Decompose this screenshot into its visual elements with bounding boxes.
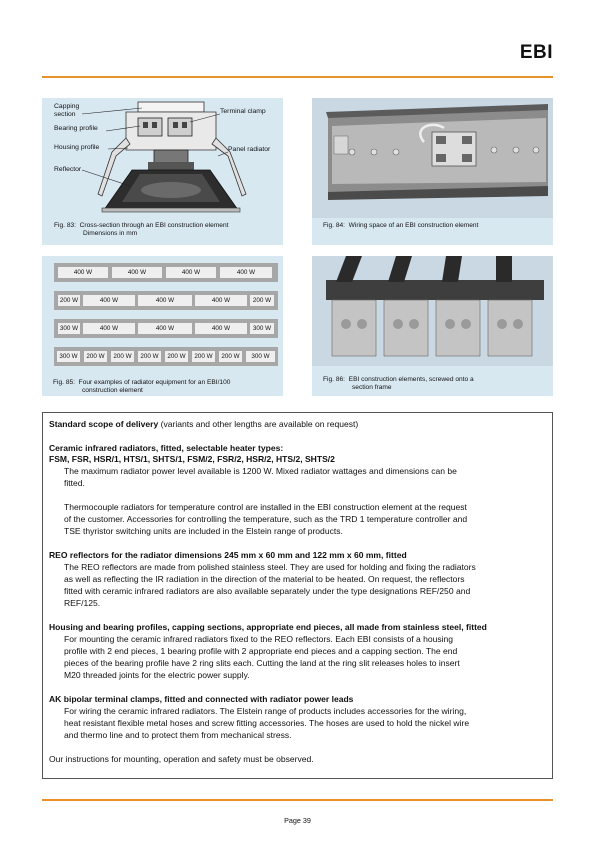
- radiator-cell: 400 W: [195, 295, 247, 306]
- housing-line: For mounting the ceramic infrared radiators fixed to the REO reflectors. Each EBI consists of a housing: [64, 634, 454, 644]
- radiator-cell: 200 W: [250, 295, 274, 306]
- radiator-strip: [54, 319, 278, 338]
- scope-heading: Standard scope of delivery (variants and other lengths are available on request): [49, 419, 359, 429]
- label-housing-profile: Housing profile: [54, 144, 100, 151]
- figure-85-caption: Fig. 85: Four examples of radiator equipment for an EBI/100 construction element: [53, 379, 231, 394]
- reo-line: REF/125.: [64, 598, 101, 608]
- radiator-cell: 200 W: [165, 351, 188, 362]
- figure-83-caption: Fig. 83: Cross-section through an EBI construction element Dimensions in mm: [54, 222, 229, 237]
- radiator-cell: 400 W: [58, 267, 108, 278]
- ak-line: and thermo line and to protect them from mechanical stress.: [64, 730, 292, 740]
- label-bearing-profile: Bearing profile: [54, 125, 98, 132]
- instructions-note: Our instructions for mounting, operation and safety must be observed.: [49, 754, 314, 764]
- radiator-cell: 300 W: [59, 325, 79, 332]
- reo-line: The REO reflectors are made from polished stainless steel. They are used for holding and fixing the radiators: [64, 562, 476, 572]
- radiator-cell: 200 W: [84, 351, 107, 362]
- label-reflector: Reflector: [54, 166, 82, 173]
- radiator-cell: 400 W: [138, 295, 192, 306]
- radiator-cell: 200 W: [219, 351, 242, 362]
- radiator-cell: 400 W: [166, 267, 216, 278]
- figure-83-panel: [42, 98, 283, 245]
- radiator-cell: 200 W: [192, 351, 215, 362]
- ceramic-heading-1: Ceramic infrared radiators, fitted, selectable heater types:: [49, 443, 284, 453]
- construction-elements-photo: [312, 256, 553, 366]
- radiator-cell: 400 W: [112, 267, 162, 278]
- radiator-strip: [54, 291, 278, 310]
- radiator-strip: [54, 263, 278, 282]
- radiator-cell: 400 W: [138, 323, 192, 334]
- radiator-cell: 200 W: [59, 297, 79, 304]
- housing-line: profile with 2 end pieces, 1 bearing profile with 2 appropriate end pieces and a capping section. The end: [64, 646, 458, 656]
- figure-86-panel: [312, 256, 553, 396]
- label-panel-radiator: Panel radiator: [228, 146, 271, 153]
- label-terminal-clamp: Terminal clamp: [220, 108, 266, 115]
- thermo-line: of the customer. Accessories for controlling the temperature, such as the TRD 1 temperature controller and: [64, 514, 468, 524]
- reo-line: as well as reflecting the IR radiation in the direction of the material to be heated. On request, the reflectors: [64, 574, 465, 584]
- radiator-cell: 400 W: [83, 323, 135, 334]
- figure-86-caption: Fig. 86: EBI construction elements, screwed onto a section frame: [323, 376, 474, 391]
- radiator-cell: 300 W: [250, 323, 274, 334]
- housing-line: pieces of the bearing profile have 2 ring slits each. Cutting the land at the ring slit releases holes to insert: [64, 658, 460, 668]
- radiator-cell: 400 W: [83, 295, 135, 306]
- ceramic-line: The maximum radiator power level available is 1200 W. Mixed radiator wattages and dimensions can be: [64, 466, 457, 476]
- wiring-space-photo: [312, 98, 553, 218]
- reo-line: fitted with ceramic infrared radiators are also available separately under the type designations REF/250 and: [64, 586, 471, 596]
- ceramic-heading-2: FSM, FSR, HSR/1, HTS/1, SHTS/1, FSM/2, FSR/2, HSR/2, HTS/2, SHTS/2: [49, 454, 335, 464]
- ak-line: heat resistant flexible metal hoses and screw fitting accessories. The hoses are used to hold the nickel wire: [64, 718, 470, 728]
- radiator-cell: 300 W: [57, 351, 80, 362]
- radiator-cell: 200 W: [138, 351, 161, 362]
- radiator-cell: 200 W: [111, 351, 134, 362]
- thermo-line: Thermocouple radiators for temperature control are installed in the EBI construction element at the request: [64, 502, 467, 512]
- ak-line: For wiring the ceramic infrared radiators. The Elstein range of products includes accessories for the wiring,: [64, 706, 467, 716]
- page-number: Page 39: [284, 816, 311, 825]
- radiator-cell: 300 W: [246, 351, 275, 362]
- thermo-line: TSE thyristor switching units are included in the Elstein range of products.: [64, 526, 343, 536]
- radiator-strip: [54, 347, 278, 366]
- reo-heading: REO reflectors for the radiator dimensions 245 mm x 60 mm and 122 mm x 60 mm, fitted: [49, 550, 407, 560]
- page-title: EBI: [519, 42, 553, 63]
- ceramic-line: fitted.: [64, 478, 85, 488]
- footer-rule: [42, 799, 553, 801]
- label-capping-section: Capping section: [54, 103, 80, 118]
- housing-line: M20 threaded joints for the electric power supply.: [64, 670, 250, 680]
- figure-84-caption: Fig. 84: Wiring space of an EBI construction element: [323, 222, 479, 229]
- header-rule: [42, 76, 553, 78]
- radiator-cell: 400 W: [220, 267, 272, 278]
- ak-heading: AK bipolar terminal clamps, fitted and connected with radiator power leads: [49, 694, 354, 704]
- housing-heading: Housing and bearing profiles, capping sections, appropriate end pieces, all made from stainless steel, fitted: [49, 622, 487, 632]
- figure-84-panel: [312, 98, 553, 245]
- radiator-cell: 400 W: [195, 323, 247, 334]
